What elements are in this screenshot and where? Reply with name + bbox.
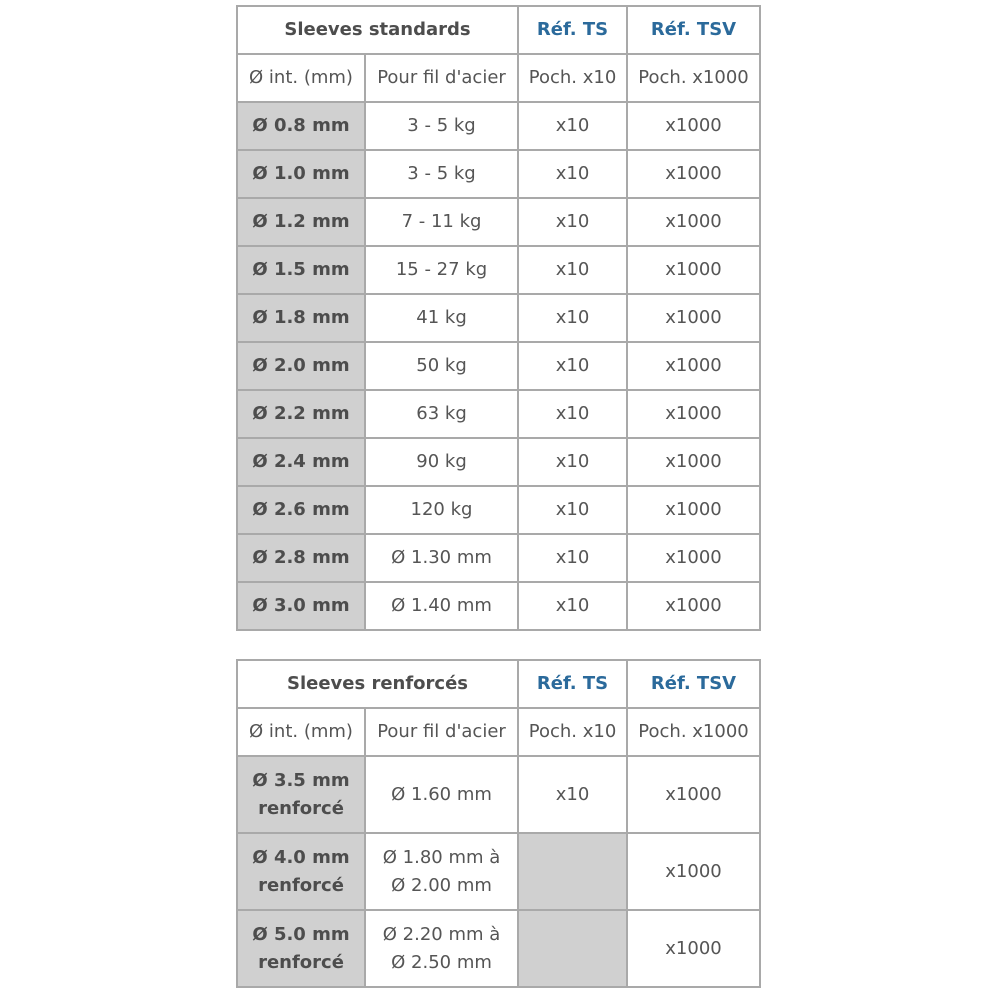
ts-cell: x10 xyxy=(518,438,627,486)
diameter-cell: Ø 3.0 mm xyxy=(237,582,365,630)
column-header: Poch. x1000 xyxy=(627,54,760,102)
ref-ts-header: Réf. TS xyxy=(518,6,627,54)
diameter-cell: Ø 2.8 mm xyxy=(237,534,365,582)
diameter-cell: Ø 2.4 mm xyxy=(237,438,365,486)
wire-cell: 50 kg xyxy=(365,342,518,390)
tsv-cell: x1000 xyxy=(627,910,760,987)
table-row xyxy=(237,910,760,987)
table-body xyxy=(237,756,760,987)
tsv-cell: x1000 xyxy=(627,756,760,833)
ts-cell xyxy=(518,910,627,987)
wire-cell: 63 kg xyxy=(365,390,518,438)
diameter-cell: Ø 5.0 mm renforcé xyxy=(237,910,365,987)
wire-cell: 7 - 11 kg xyxy=(365,198,518,246)
ts-cell: x10 xyxy=(518,150,627,198)
wire-cell: Ø 1.80 mm à Ø 2.00 mm xyxy=(365,833,518,910)
table-row xyxy=(237,534,760,582)
table-row xyxy=(237,150,760,198)
ts-cell: x10 xyxy=(518,486,627,534)
column-header: Poch. x10 xyxy=(518,708,627,756)
ref-tsv-header: Réf. TSV xyxy=(627,660,760,708)
wire-cell: 120 kg xyxy=(365,486,518,534)
tsv-cell: x1000 xyxy=(627,102,760,150)
table-title: Sleeves renforcés xyxy=(237,660,518,708)
ts-cell: x10 xyxy=(518,198,627,246)
ts-cell: x10 xyxy=(518,294,627,342)
ts-cell: x10 xyxy=(518,534,627,582)
header-row xyxy=(237,54,760,102)
ts-cell: x10 xyxy=(518,756,627,833)
table-row xyxy=(237,246,760,294)
table-row xyxy=(237,582,760,630)
tsv-cell: x1000 xyxy=(627,486,760,534)
table-row xyxy=(237,102,760,150)
wire-cell: Ø 1.60 mm xyxy=(365,756,518,833)
wire-cell: Ø 2.20 mm à Ø 2.50 mm xyxy=(365,910,518,987)
standard-sleeves-table xyxy=(236,5,761,631)
diameter-cell: Ø 0.8 mm xyxy=(237,102,365,150)
diameter-cell: Ø 1.2 mm xyxy=(237,198,365,246)
ts-cell: x10 xyxy=(518,582,627,630)
wire-cell: Ø 1.30 mm xyxy=(365,534,518,582)
wire-cell: 90 kg xyxy=(365,438,518,486)
table-row xyxy=(237,198,760,246)
diameter-cell: Ø 3.5 mm renforcé xyxy=(237,756,365,833)
ref-ts-header: Réf. TS xyxy=(518,660,627,708)
diameter-cell: Ø 1.8 mm xyxy=(237,294,365,342)
diameter-cell: Ø 2.6 mm xyxy=(237,486,365,534)
title-row xyxy=(237,6,760,54)
diameter-cell: Ø 1.0 mm xyxy=(237,150,365,198)
tsv-cell: x1000 xyxy=(627,534,760,582)
tsv-cell: x1000 xyxy=(627,246,760,294)
tsv-cell: x1000 xyxy=(627,342,760,390)
ts-cell xyxy=(518,833,627,910)
tsv-cell: x1000 xyxy=(627,438,760,486)
tsv-cell: x1000 xyxy=(627,833,760,910)
column-header: Ø int. (mm) xyxy=(237,54,365,102)
diameter-cell: Ø 2.2 mm xyxy=(237,390,365,438)
ts-cell: x10 xyxy=(518,246,627,294)
ts-cell: x10 xyxy=(518,102,627,150)
tsv-cell: x1000 xyxy=(627,582,760,630)
column-header: Ø int. (mm) xyxy=(237,708,365,756)
wire-cell: 15 - 27 kg xyxy=(365,246,518,294)
table-row xyxy=(237,833,760,910)
ref-tsv-header: Réf. TSV xyxy=(627,6,760,54)
tsv-cell: x1000 xyxy=(627,294,760,342)
table-row xyxy=(237,486,760,534)
diameter-cell: Ø 1.5 mm xyxy=(237,246,365,294)
table-row xyxy=(237,294,760,342)
column-header: Pour fil d'acier xyxy=(365,54,518,102)
reinforced-sleeves-table xyxy=(236,659,761,988)
column-header: Poch. x10 xyxy=(518,54,627,102)
column-header: Poch. x1000 xyxy=(627,708,760,756)
table-title: Sleeves standards xyxy=(237,6,518,54)
wire-cell: 3 - 5 kg xyxy=(365,150,518,198)
table-body xyxy=(237,102,760,630)
wire-cell: 41 kg xyxy=(365,294,518,342)
table-row xyxy=(237,438,760,486)
ts-cell: x10 xyxy=(518,342,627,390)
diameter-cell: Ø 4.0 mm renforcé xyxy=(237,833,365,910)
header-row xyxy=(237,708,760,756)
wire-cell: 3 - 5 kg xyxy=(365,102,518,150)
tsv-cell: x1000 xyxy=(627,198,760,246)
table-row xyxy=(237,342,760,390)
table-row xyxy=(237,390,760,438)
title-row xyxy=(237,660,760,708)
wire-cell: Ø 1.40 mm xyxy=(365,582,518,630)
ts-cell: x10 xyxy=(518,390,627,438)
diameter-cell: Ø 2.0 mm xyxy=(237,342,365,390)
tsv-cell: x1000 xyxy=(627,390,760,438)
column-header: Pour fil d'acier xyxy=(365,708,518,756)
table-row xyxy=(237,756,760,833)
tsv-cell: x1000 xyxy=(627,150,760,198)
